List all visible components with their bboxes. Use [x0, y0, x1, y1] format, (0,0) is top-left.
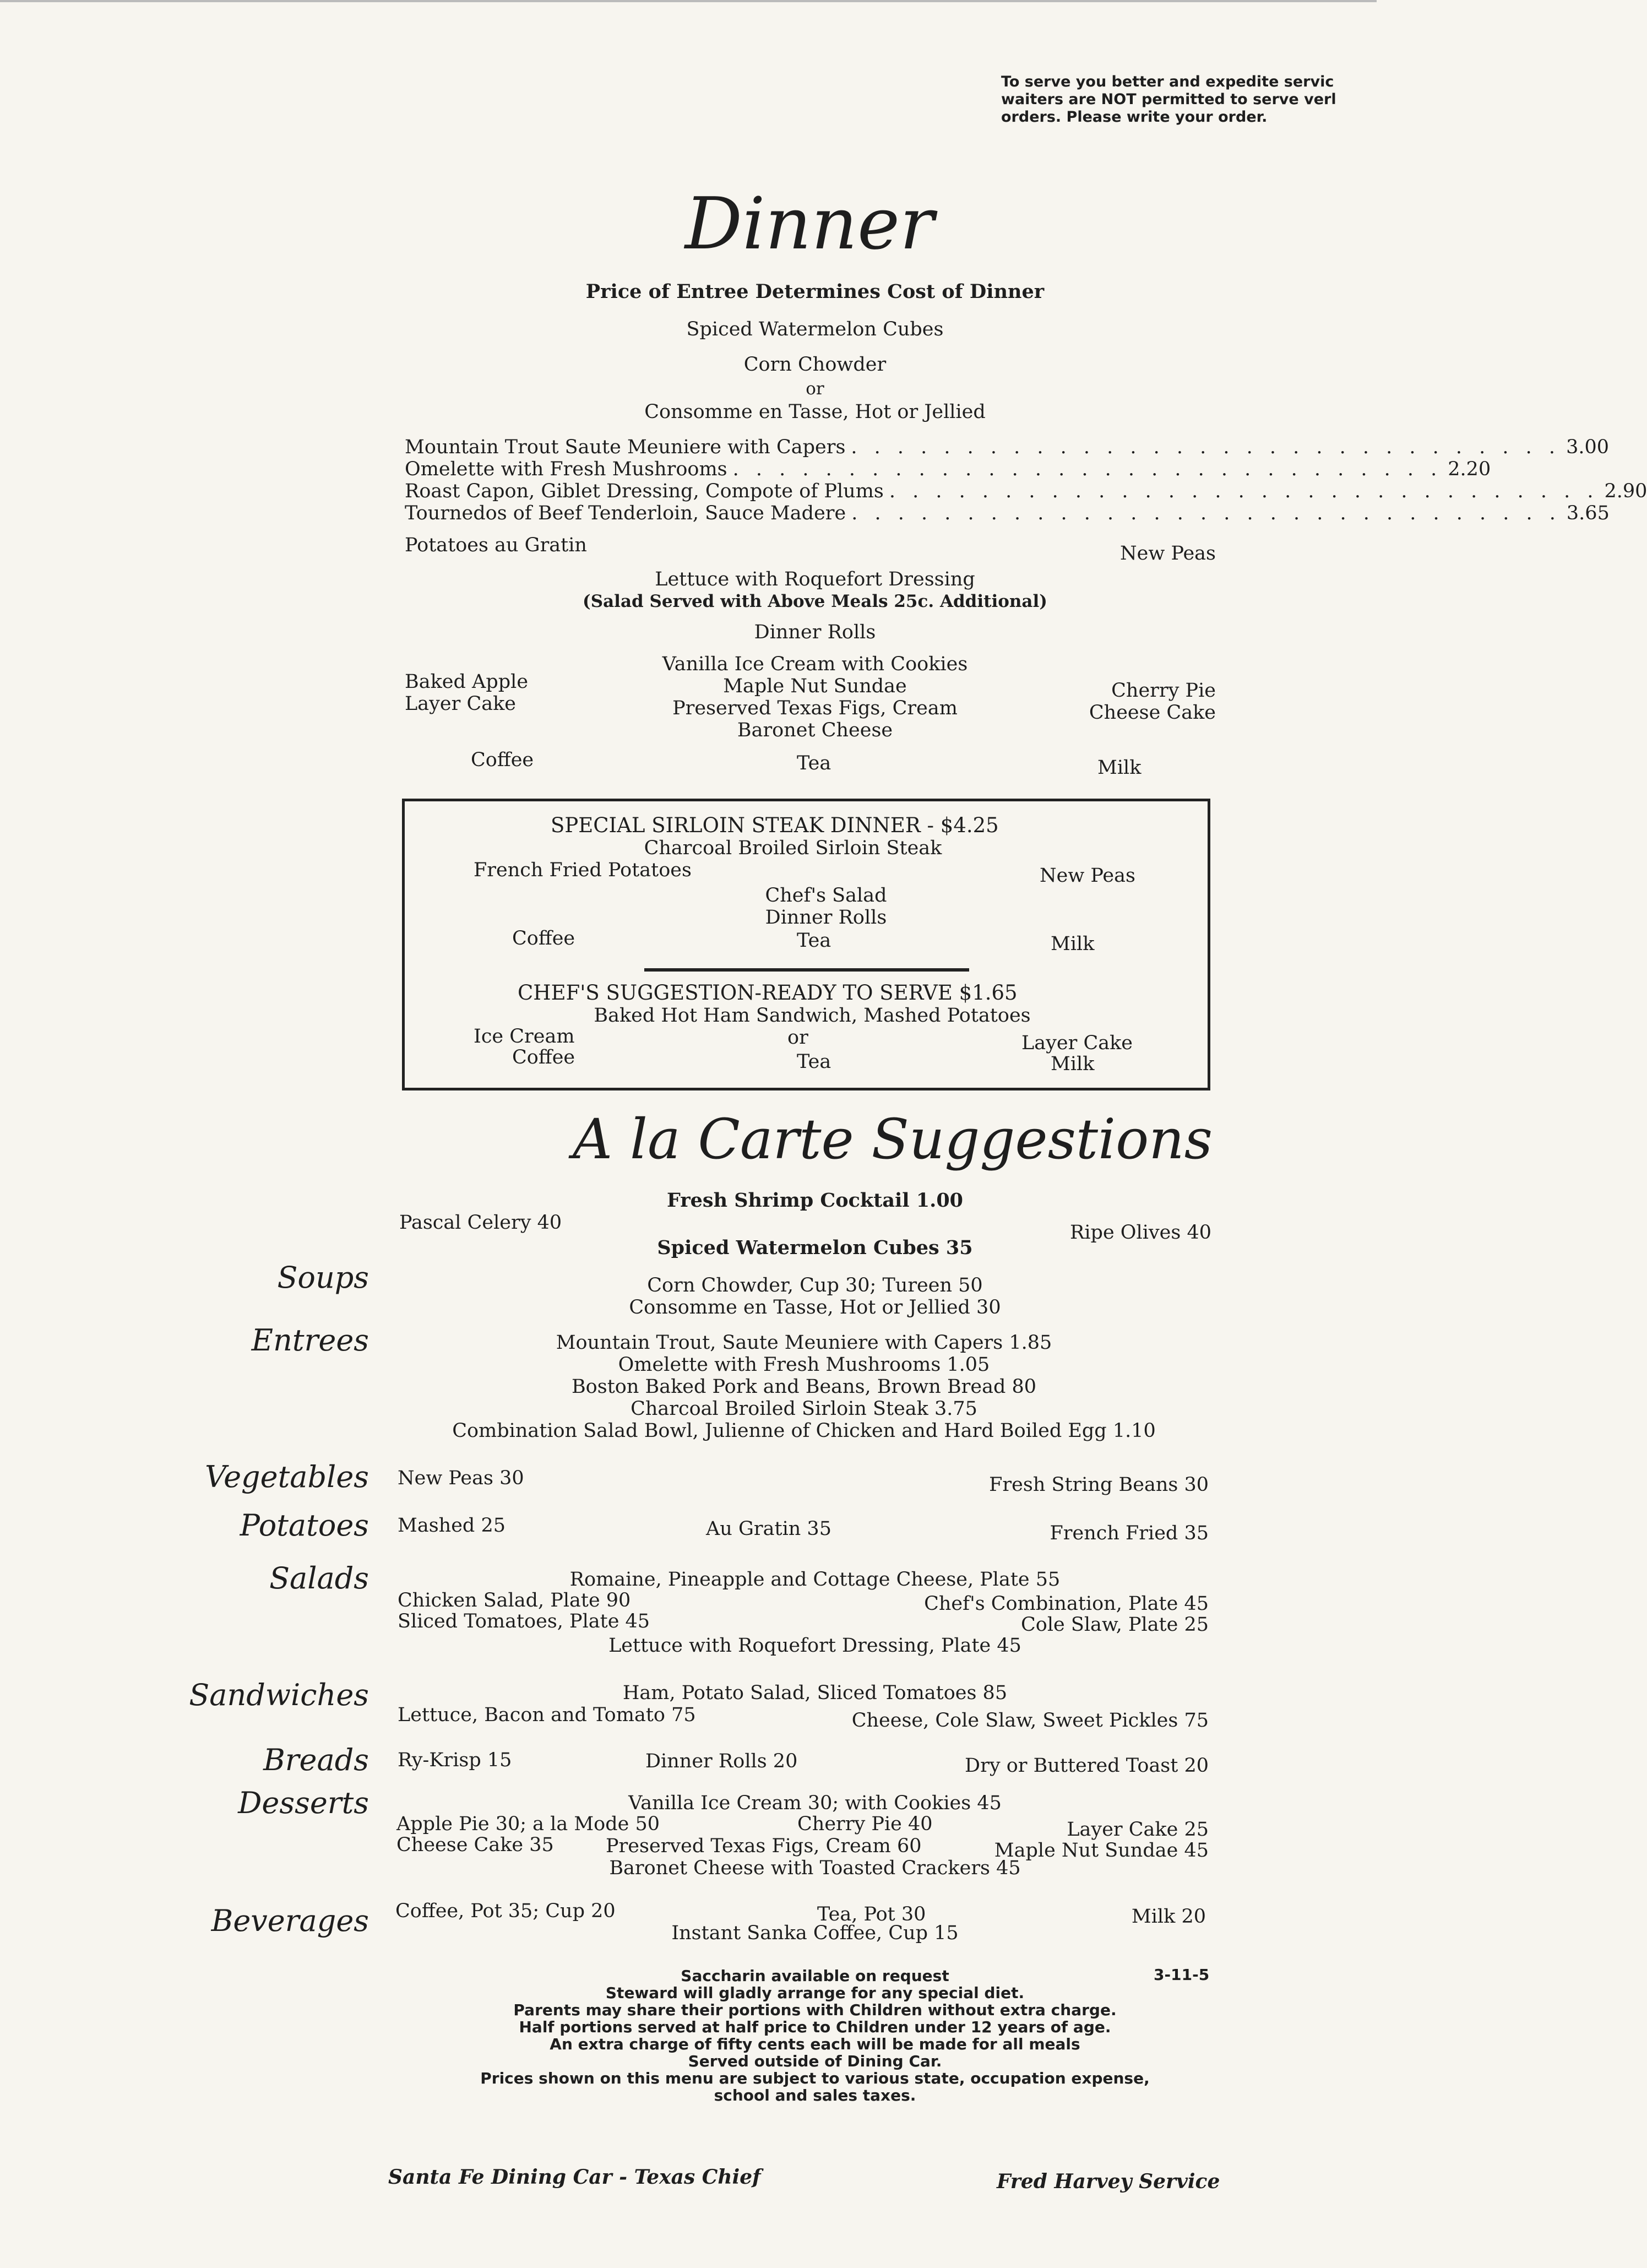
category-vegetables: Vegetables — [205, 1459, 369, 1494]
menu-item: Omelette with Fresh Mushrooms 1.05 — [618, 1354, 990, 1376]
leader-dots: . . . . . . . . . . . . . . . . . . . . . . . . . . . . . . . — [851, 502, 1561, 524]
category-sandwiches: Sandwiches — [189, 1678, 369, 1712]
sandwiches-left: Lettuce, Bacon and Tomato 75 — [398, 1704, 696, 1726]
potatoes-center: Au Gratin 35 — [706, 1518, 831, 1540]
dinner-peas: New Peas — [1120, 542, 1216, 565]
vegetables-left: New Peas 30 — [398, 1467, 524, 1489]
dinner-desserts-left — [405, 671, 528, 715]
beverages-line-2: Instant Sanka Coffee, Cup 15 — [671, 1922, 959, 1944]
dinner-entree — [405, 458, 1491, 480]
dinner-title: Dinner — [684, 182, 934, 265]
chef-or: or — [787, 1027, 808, 1049]
salads-right-2: Cole Slaw, Plate 25 — [1020, 1614, 1209, 1636]
dinner-tea: Tea — [797, 752, 831, 774]
notice-line: waiters are NOT permitted to serve verl — [1001, 91, 1336, 108]
potatoes-left: Mashed 25 — [398, 1515, 505, 1537]
footer-notes — [430, 1967, 1200, 2104]
footer-line: An extra charge of fifty cents each will be made for all meals — [550, 2035, 1080, 2053]
category-entrees: Entrees — [251, 1323, 369, 1358]
notice-line: orders. Please write your order. — [1001, 108, 1268, 126]
chef-tea: Tea — [797, 1051, 831, 1073]
notice-line: To serve you better and expedite servic — [1001, 73, 1334, 90]
footer-line: school and sales taxes. — [714, 2086, 916, 2104]
sandwiches-right: Cheese, Cole Slaw, Sweet Pickles 75 — [851, 1710, 1209, 1732]
chef-ice-cream: Ice Cream — [474, 1026, 575, 1048]
dinner-potatoes: Potatoes au Gratin — [405, 534, 587, 556]
salads-right-1: Chef's Combination, Plate 45 — [924, 1593, 1209, 1615]
dessert-item: Baronet Cheese — [737, 719, 893, 741]
dinner-salad: Lettuce with Roquefort Dressing — [655, 568, 975, 590]
dinner-soup-2: Consomme en Tasse, Hot or Jellied — [644, 401, 986, 423]
category-beverages: Beverages — [211, 1903, 369, 1938]
footer-line: Served outside of Dining Car. — [688, 2052, 942, 2070]
dinner-entree — [405, 480, 1647, 502]
vegetables-right: Fresh String Beans 30 — [989, 1474, 1209, 1496]
salads-line-1: Romaine, Pineapple and Cottage Cheese, Plate 55 — [569, 1569, 1061, 1591]
soups-list — [512, 1274, 1118, 1319]
beverages-left: Coffee, Pot 35; Cup 20 — [395, 1900, 616, 1922]
menu-item: Corn Chowder, Cup 30; Tureen 50 — [647, 1274, 983, 1296]
leader-dots: . . . . . . . . . . . . . . . . . . . . . . . . . . . . . . . — [732, 458, 1443, 480]
footer-line: Prices shown on this menu are subject to various state, occupation expense, — [480, 2069, 1150, 2087]
leader-dots: . . . . . . . . . . . . . . . . . . . . . . . . . . . . . . . — [851, 436, 1561, 458]
desserts-right-2: Maple Nut Sundae 45 — [994, 1840, 1209, 1862]
menu-item: Charcoal Broiled Sirloin Steak 3.75 — [630, 1398, 977, 1420]
desserts-left-2: Cheese Cake 35 — [396, 1834, 554, 1856]
entree-name: Omelette with Fresh Mushrooms — [405, 458, 727, 480]
menu-item: Consomme en Tasse, Hot or Jellied 30 — [629, 1296, 1001, 1319]
dinner-soup-or: or — [806, 379, 824, 399]
salads-line-4: Lettuce with Roquefort Dressing, Plate 45 — [608, 1635, 1021, 1657]
entree-price: 2.20 — [1448, 458, 1491, 480]
desserts-left-1: Apple Pie 30; a la Mode 50 — [396, 1813, 660, 1835]
special-fries: French Fried Potatoes — [474, 859, 692, 881]
special-salad: Chef's Salad — [765, 885, 887, 907]
chef-suggestion-title: CHEF'S SUGGESTION-READY TO SERVE $1.65 — [518, 981, 1018, 1005]
entree-price: 2.90 — [1604, 480, 1647, 502]
category-potatoes: Potatoes — [240, 1508, 369, 1543]
dessert-item: Cherry Pie — [1111, 680, 1216, 702]
chef-suggestion-item: Baked Hot Ham Sandwich, Mashed Potatoes — [594, 1005, 1031, 1027]
entree-price: 3.00 — [1566, 436, 1609, 458]
entree-name: Roast Capon, Giblet Dressing, Compote of Plums — [405, 480, 884, 502]
dinner-entree-list — [405, 436, 1647, 524]
dinner-milk: Milk — [1097, 757, 1142, 779]
special-tea: Tea — [797, 930, 831, 952]
potatoes-right: French Fried 35 — [1050, 1522, 1209, 1544]
sandwiches-line-1: Ham, Potato Salad, Sliced Tomatoes 85 — [622, 1682, 1008, 1704]
menu-item: Mountain Trout, Saute Meuniere with Capers 1.85 — [556, 1332, 1052, 1354]
menu-item: Combination Salad Bowl, Julienne of Chicken and Hard Boiled Egg 1.10 — [452, 1420, 1156, 1442]
dessert-item: Layer Cake — [405, 693, 517, 715]
special-steak: Charcoal Broiled Sirloin Steak — [644, 837, 942, 859]
salads-left-2: Sliced Tomatoes, Plate 45 — [398, 1610, 650, 1632]
dinner-coffee: Coffee — [471, 749, 534, 771]
entree-name: Mountain Trout Saute Meuniere with Capers — [405, 436, 846, 458]
page-top-edge — [0, 0, 1377, 2]
footer-line: Steward will gladly arrange for any special diet. — [605, 1984, 1025, 2002]
menu-item: Boston Baked Pork and Beans, Brown Bread 80 — [571, 1376, 1037, 1398]
category-soups: Soups — [277, 1260, 369, 1295]
dinner-rolls: Dinner Rolls — [754, 621, 876, 643]
dinner-soup-1: Corn Chowder — [743, 354, 887, 376]
special-title: SPECIAL SIRLOIN STEAK DINNER - $4.25 — [551, 813, 999, 837]
dessert-item: Preserved Texas Figs, Cream — [672, 697, 958, 719]
chef-layer-cake: Layer Cake — [1021, 1032, 1133, 1054]
dinner-entree — [405, 502, 1610, 524]
special-peas: New Peas — [1040, 865, 1135, 887]
desserts-right-1: Layer Cake 25 — [1067, 1819, 1209, 1841]
dinner-entree — [405, 436, 1609, 458]
fred-harvey-signature: Fred Harvey Service — [997, 2170, 1220, 2193]
category-breads: Breads — [263, 1743, 369, 1777]
santa-fe-signature: Santa Fe Dining Car - Texas Chief — [388, 2166, 761, 2189]
salads-left-1: Chicken Salad, Plate 90 — [398, 1589, 631, 1612]
alacarte-celery: Pascal Celery 40 — [399, 1212, 562, 1234]
desserts-center-2: Preserved Texas Figs, Cream 60 — [606, 1835, 922, 1857]
special-coffee: Coffee — [512, 927, 575, 949]
dessert-item: Maple Nut Sundae — [723, 675, 907, 697]
dinner-subtitle: Price of Entree Determines Cost of Dinner — [585, 280, 1045, 303]
chef-coffee: Coffee — [512, 1046, 575, 1068]
footer-line: Saccharin available on request — [681, 1967, 949, 1985]
alacarte-watermelon: Spiced Watermelon Cubes 35 — [657, 1236, 973, 1259]
special-rolls: Dinner Rolls — [765, 907, 887, 929]
beverages-right: Milk 20 — [1131, 1906, 1206, 1928]
dinner-starter: Spiced Watermelon Cubes — [686, 318, 944, 340]
category-salads: Salads — [269, 1561, 369, 1596]
alacarte-shrimp: Fresh Shrimp Cocktail 1.00 — [666, 1189, 964, 1212]
category-desserts: Desserts — [238, 1786, 369, 1820]
entree-name: Tournedos of Beef Tenderloin, Sauce Madere — [405, 502, 846, 524]
alacarte-title: A la Carte Suggestions — [573, 1107, 1213, 1171]
desserts-line-1: Vanilla Ice Cream 30; with Cookies 45 — [628, 1792, 1002, 1814]
breads-left: Ry-Krisp 15 — [398, 1749, 512, 1771]
dessert-item: Cheese Cake — [1089, 702, 1216, 724]
special-milk: Milk — [1051, 933, 1095, 955]
dinner-salad-note: (Salad Served with Above Meals 25c. Additional) — [583, 592, 1047, 611]
menu-code: 3-11-5 — [1154, 1966, 1210, 1984]
breads-center: Dinner Rolls 20 — [645, 1750, 798, 1772]
entrees-list — [402, 1332, 1206, 1442]
entree-price: 3.65 — [1566, 502, 1610, 524]
chef-milk: Milk — [1051, 1053, 1095, 1075]
footer-line: Parents may share their portions with Children without extra charge. — [513, 2001, 1117, 2019]
desserts-center-1: Cherry Pie 40 — [797, 1813, 933, 1835]
dessert-item: Vanilla Ice Cream with Cookies — [662, 653, 968, 675]
footer-line: Half portions served at half price to Children under 12 years of age. — [519, 2018, 1111, 2036]
order-notice — [1001, 73, 1376, 126]
breads-right: Dry or Buttered Toast 20 — [965, 1755, 1209, 1777]
dinner-desserts-center — [540, 653, 1090, 741]
special-divider — [644, 968, 969, 972]
beverages-center: Tea, Pot 30 — [817, 1903, 926, 1925]
leader-dots: . . . . . . . . . . . . . . . . . . . . . . . . . . . . . . . — [889, 480, 1599, 502]
dessert-item: Baked Apple — [405, 671, 529, 693]
dinner-desserts-right — [1019, 680, 1216, 724]
alacarte-olives: Ripe Olives 40 — [1070, 1222, 1211, 1244]
desserts-line-3: Baronet Cheese with Toasted Crackers 45 — [609, 1857, 1021, 1879]
